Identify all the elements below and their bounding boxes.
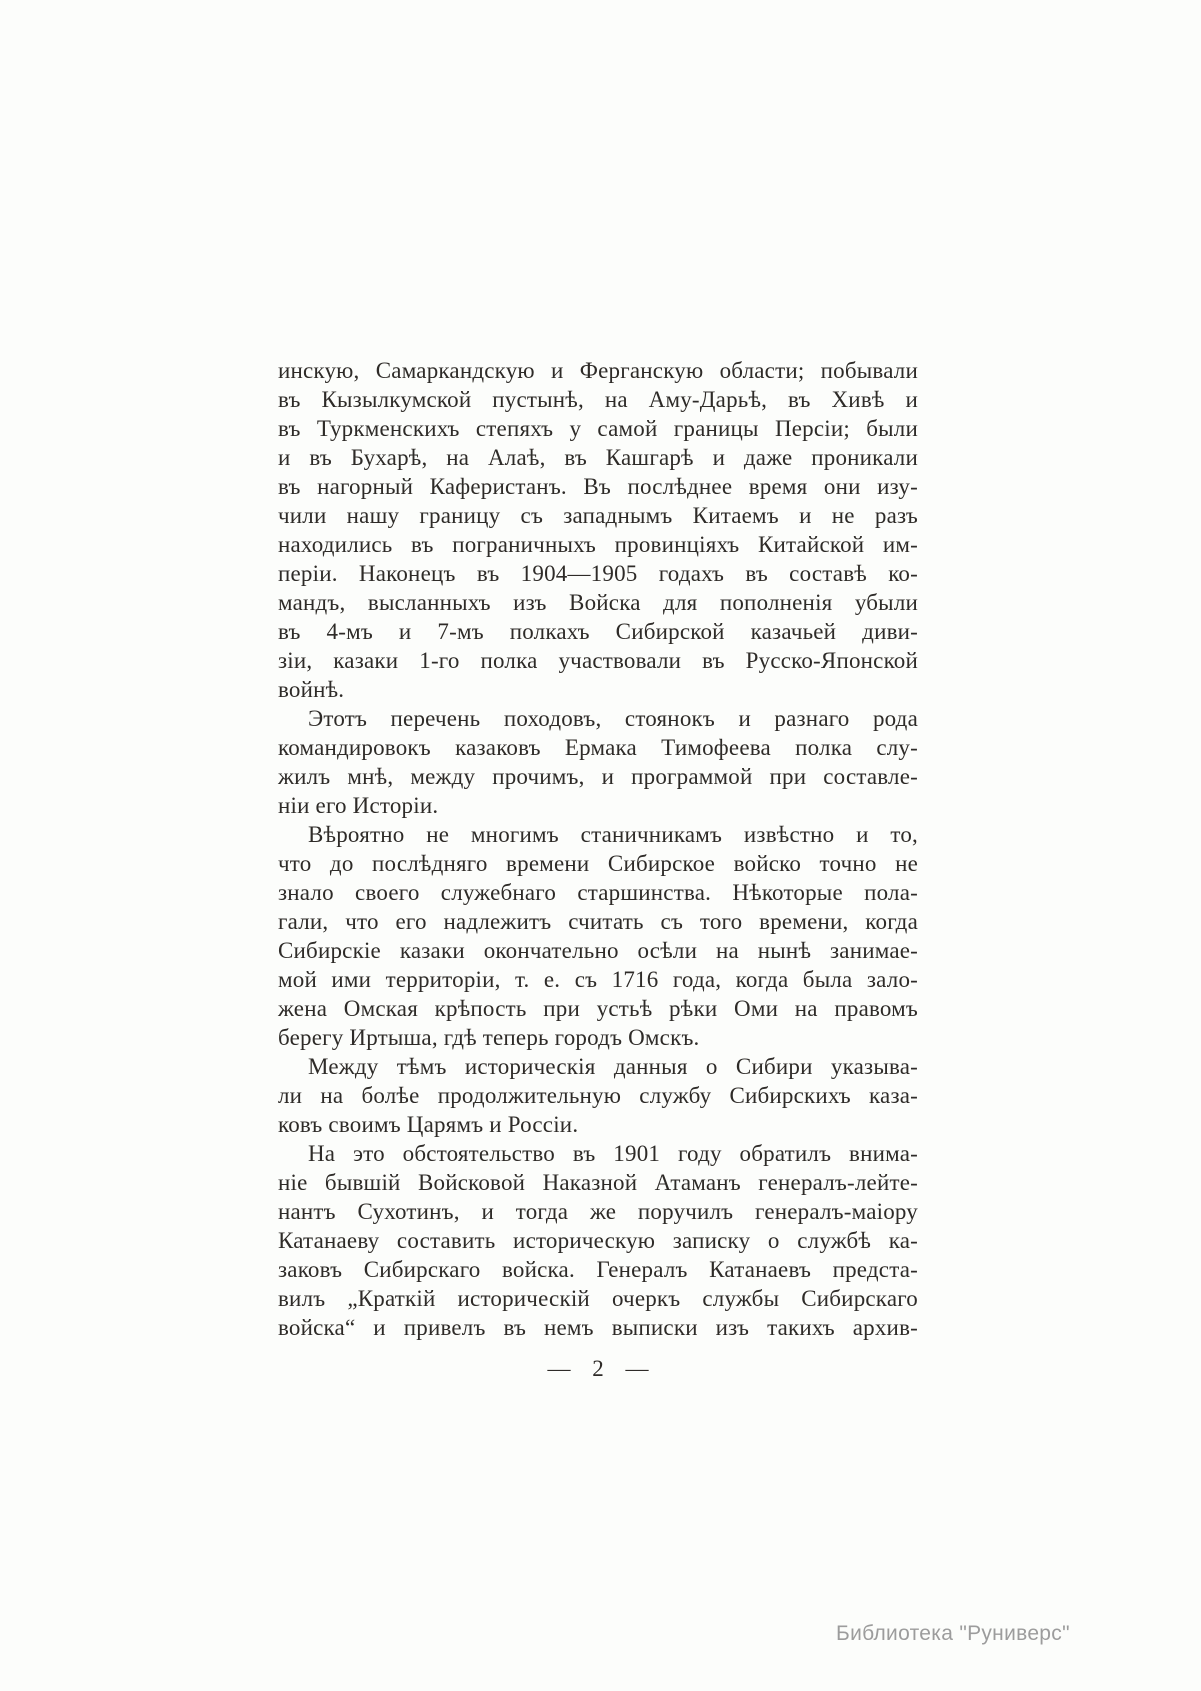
library-watermark: Библиотека "Руниверс" bbox=[836, 1622, 1070, 1645]
text-line: находились въ пограничныхъ провинціяхъ Китайской им- bbox=[278, 532, 918, 557]
text-line: въ 4-мъ и 7-мъ полкахъ Сибирской казачьей диви- bbox=[278, 619, 918, 644]
text-line: жена Омская крѣпость при устьѣ рѣки Оми на правомъ bbox=[278, 996, 918, 1021]
text-block bbox=[278, 356, 918, 1342]
text-line: гали, что его надлежитъ считать съ того времени, когда bbox=[278, 909, 918, 934]
text-line: въ нагорный Каферистанъ. Въ послѣднее время они изу- bbox=[278, 474, 918, 499]
text-line: Сибирскіе казаки окончательно осѣли на нынѣ занимае- bbox=[278, 938, 918, 963]
text-line: мой ими территоріи, т. е. съ 1716 года, когда была зало- bbox=[278, 967, 918, 992]
text-line: въ Туркменскихъ степяхъ у самой границы Персіи; были bbox=[278, 416, 918, 441]
text-line: ли на болѣе продолжительную службу Сибирскихъ каза- bbox=[278, 1083, 918, 1108]
text-line: Катанаеву составить историческую записку о службѣ ка- bbox=[278, 1228, 918, 1253]
text-line: и въ Бухарѣ, на Алаѣ, въ Кашгарѣ и даже проникали bbox=[278, 445, 918, 470]
text-line: инскую, Самаркандскую и Ферганскую области; побывали bbox=[278, 358, 918, 383]
page-number: — 2 — bbox=[547, 1356, 649, 1381]
text-line: войска“ и привелъ въ немъ выписки изъ такихъ архив- bbox=[278, 1315, 918, 1340]
paragraph bbox=[278, 356, 918, 704]
paragraph bbox=[278, 1052, 918, 1139]
text-line: войнѣ. bbox=[278, 677, 345, 702]
text-line: періи. Наконецъ въ 1904—1905 годахъ въ составѣ ко- bbox=[278, 561, 918, 586]
text-line: знало своего служебнаго старшинства. Нѣкоторые пола- bbox=[278, 880, 918, 905]
paragraph bbox=[278, 704, 918, 820]
text-line: берегу Иртыша, гдѣ теперь городъ Омскъ. bbox=[278, 1025, 700, 1050]
text-line: ніе бывшій Войсковой Наказной Атаманъ генералъ-лейте- bbox=[278, 1170, 918, 1195]
text-line: командировокъ казаковъ Ермака Тимофеева полка слу- bbox=[278, 735, 918, 760]
text-line: мандъ, высланныхъ изъ Войска для пополненія убыли bbox=[278, 590, 918, 615]
text-line: Между тѣмъ историческія данныя о Сибири указыва- bbox=[308, 1054, 918, 1079]
text-line: На это обстоятельство въ 1901 году обратилъ внима- bbox=[308, 1141, 918, 1166]
text-line: ніи его Исторіи. bbox=[278, 793, 439, 818]
text-line: что до послѣдняго времени Сибирское войско точно не bbox=[278, 851, 918, 876]
paragraph bbox=[278, 1139, 918, 1342]
text-line: вилъ „Краткій историческій очеркъ службы Сибирскаго bbox=[278, 1286, 918, 1311]
text-line: заковъ Сибирскаго войска. Генералъ Катанаевъ предста- bbox=[278, 1257, 918, 1282]
text-line: жилъ мнѣ, между прочимъ, и программой при составле- bbox=[278, 764, 918, 789]
text-line: ковъ своимъ Царямъ и Россіи. bbox=[278, 1112, 579, 1137]
text-line: чили нашу границу съ западнымъ Китаемъ и не разъ bbox=[278, 503, 918, 528]
paragraph bbox=[278, 820, 918, 1052]
text-line: Вѣроятно не многимъ станичникамъ извѣстно и то, bbox=[308, 822, 918, 847]
text-line: въ Кызылкумской пустынѣ, на Аму-Дарьѣ, въ Хивѣ и bbox=[278, 387, 918, 412]
text-line: нантъ Сухотинъ, и тогда же поручилъ генералъ-маіору bbox=[278, 1199, 918, 1224]
text-line: Этотъ перечень походовъ, стоянокъ и разнаго рода bbox=[308, 706, 918, 731]
text-line: зіи, казаки 1-го полка участвовали въ Русско-Японской bbox=[278, 648, 918, 673]
